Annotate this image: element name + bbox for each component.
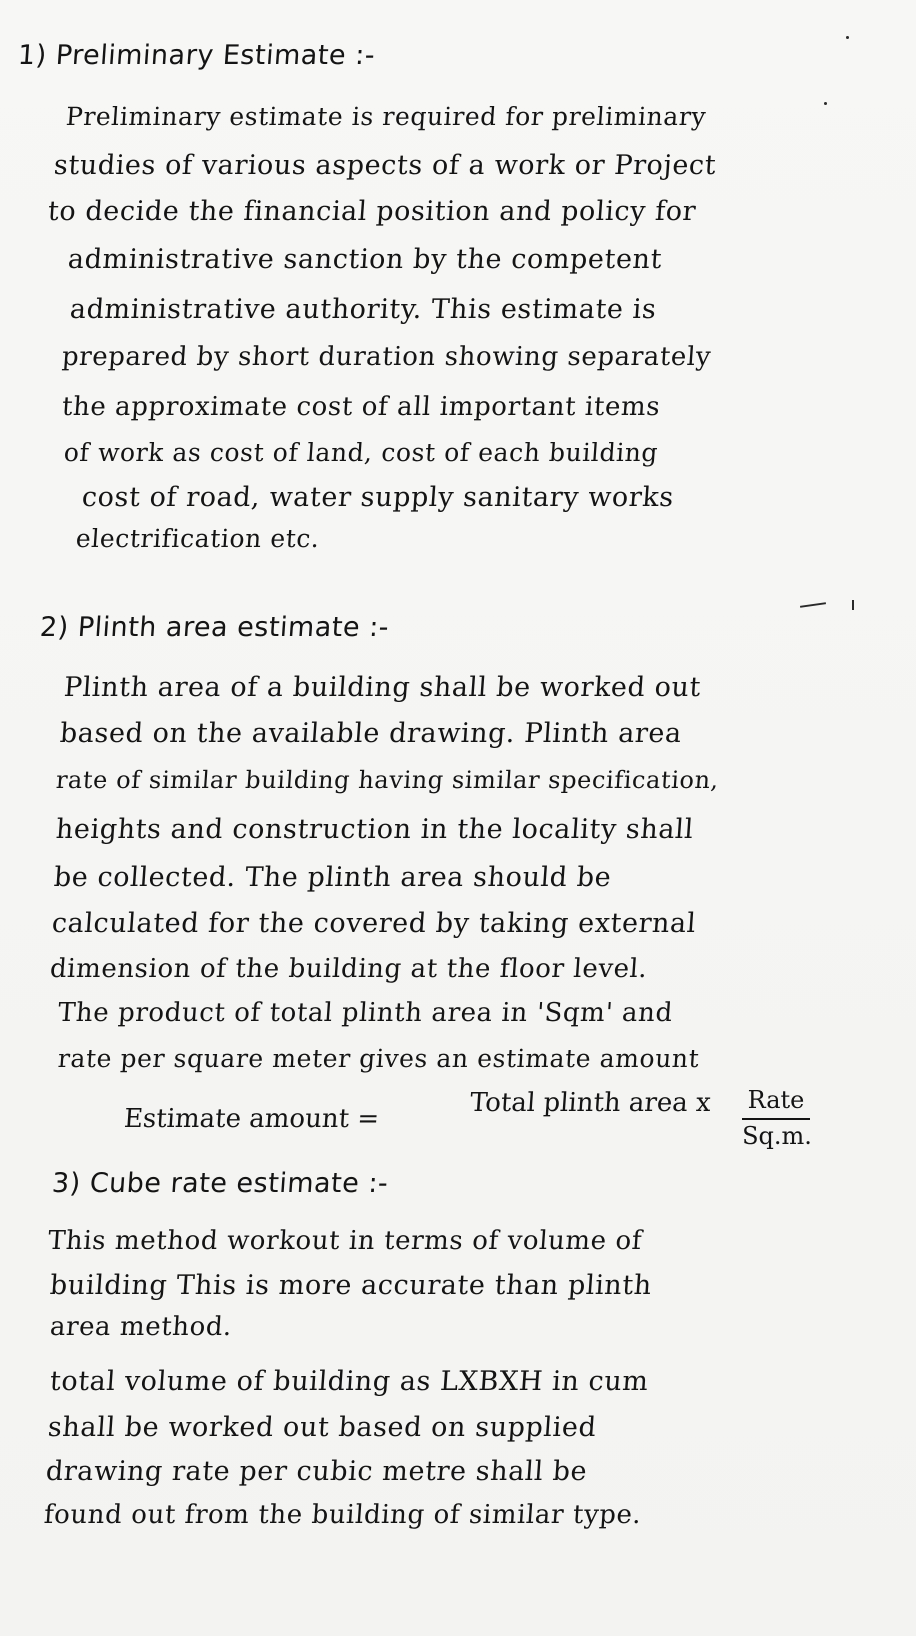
body-line: area method. [48,1312,234,1342]
formula-numerator: Rate [747,1086,805,1114]
body-line: dimension of the building at the floor level. [48,954,649,984]
body-line: prepared by short duration showing separately [60,342,713,372]
body-line: rate per square meter gives an estimate amount [56,1044,701,1073]
fraction-bar [742,1118,810,1120]
formula-rhs: Total plinth area x [468,1088,712,1118]
formula-lhs: Estimate amount = [122,1104,381,1134]
body-line: electrification etc. [74,524,321,553]
section-heading: 2) Plinth area estimate :- [38,612,391,643]
body-line: found out from the building of similar type. [42,1500,643,1530]
body-line: The product of total plinth area in 'Sqm' and [56,998,674,1028]
body-line: building This is more accurate than plinth [48,1270,653,1301]
body-line: heights and construction in the locality shall [54,814,695,845]
body-line: rate of similar building having similar specification, [55,766,720,794]
body-line: shall be worked out based on supplied [46,1412,598,1443]
body-line: of work as cost of land, cost of each building [62,438,660,467]
body-line: administrative sanction by the competent [66,244,664,275]
section-heading: 1) Preliminary Estimate :- [16,40,377,71]
body-line: cost of road, water supply sanitary works [80,482,675,513]
body-line: to decide the financial position and policy for [46,196,698,227]
body-line: This method workout in terms of volume of [46,1226,644,1256]
stray-pen-dot [846,36,849,39]
stray-pen-stroke [800,602,826,608]
formula-denominator: Sq.m. [742,1122,812,1150]
body-line: Preliminary estimate is required for preliminary [64,102,708,131]
stray-pen-dot [824,102,827,105]
body-line: Plinth area of a building shall be worked out [62,672,703,703]
body-line: the approximate cost of all important items [60,392,662,422]
body-line: total volume of building as LXBXH in cum [48,1366,650,1397]
body-line: be collected. The plinth area should be [52,862,613,893]
body-line: based on the available drawing. Plinth area [58,718,683,749]
body-line: studies of various aspects of a work or Project [52,150,718,181]
stray-pen-stroke [852,600,854,610]
body-line: calculated for the covered by taking external [50,908,698,939]
body-line: drawing rate per cubic metre shall be [44,1456,589,1487]
section-heading: 3) Cube rate estimate :- [50,1168,390,1199]
body-line: administrative authority. This estimate is [68,294,658,325]
